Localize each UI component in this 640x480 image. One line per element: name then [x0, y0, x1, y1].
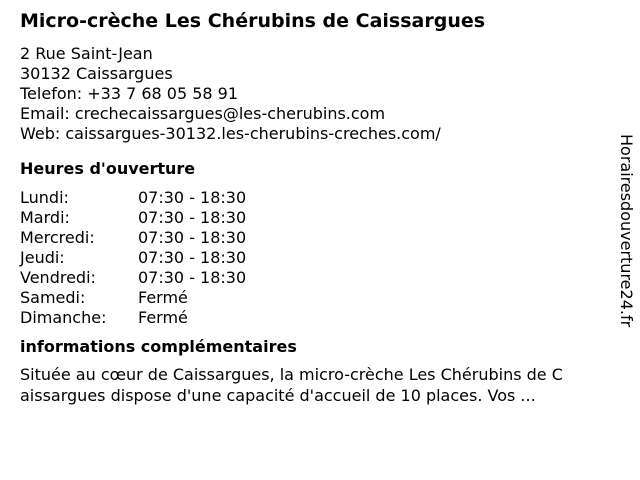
hours-row-tuesday — [20, 208, 600, 228]
address-street: 2 Rue Saint-Jean — [20, 44, 153, 63]
business-name: Micro-crèche Les Chérubins de Caissargues — [20, 10, 486, 32]
hours-row-friday — [20, 268, 600, 288]
website-address: Web: caissargues-30132.les-cherubins-creches.com/ — [20, 124, 441, 143]
business-card — [20, 8, 600, 406]
day-label: Samedi: — [20, 288, 86, 307]
hours-row-monday — [20, 188, 600, 208]
info-description: Située au cœur de Caissargues, la micro-crèche Les Chérubins de Caissargues dispose d'une capacité d'accueil de 10 places. Vos ... — [20, 365, 563, 405]
opening-time: 07:30 - 18:30 — [138, 208, 247, 227]
hours-row-wednesday — [20, 228, 600, 248]
brand-watermark: Horairesdouverture24.fr — [617, 134, 636, 328]
day-label: Dimanche: — [20, 308, 107, 327]
email-address: Email: crechecaissargues@les-cherubins.com — [20, 104, 386, 123]
day-label: Mardi: — [20, 208, 70, 227]
hours-row-saturday — [20, 288, 600, 308]
contact-block — [20, 44, 600, 144]
opening-time: 07:30 - 18:30 — [138, 268, 247, 287]
opening-time: 07:30 - 18:30 — [138, 228, 247, 247]
day-label: Vendredi: — [20, 268, 96, 287]
opening-time: Fermé — [138, 288, 188, 307]
hours-table — [20, 188, 600, 328]
hours-heading: Heures d'ouverture — [20, 159, 196, 178]
day-label: Jeudi: — [20, 248, 65, 267]
hours-row-sunday — [20, 308, 600, 328]
address-city: 30132 Caissargues — [20, 64, 173, 83]
day-label: Lundi: — [20, 188, 69, 207]
opening-time: 07:30 - 18:30 — [138, 188, 247, 207]
opening-time: 07:30 - 18:30 — [138, 248, 247, 267]
phone-number: Telefon: +33 7 68 05 58 91 — [20, 84, 239, 103]
hours-row-thursday — [20, 248, 600, 268]
opening-time: Fermé — [138, 308, 188, 327]
info-heading: informations complémentaires — [20, 337, 297, 356]
day-label: Mercredi: — [20, 228, 95, 247]
